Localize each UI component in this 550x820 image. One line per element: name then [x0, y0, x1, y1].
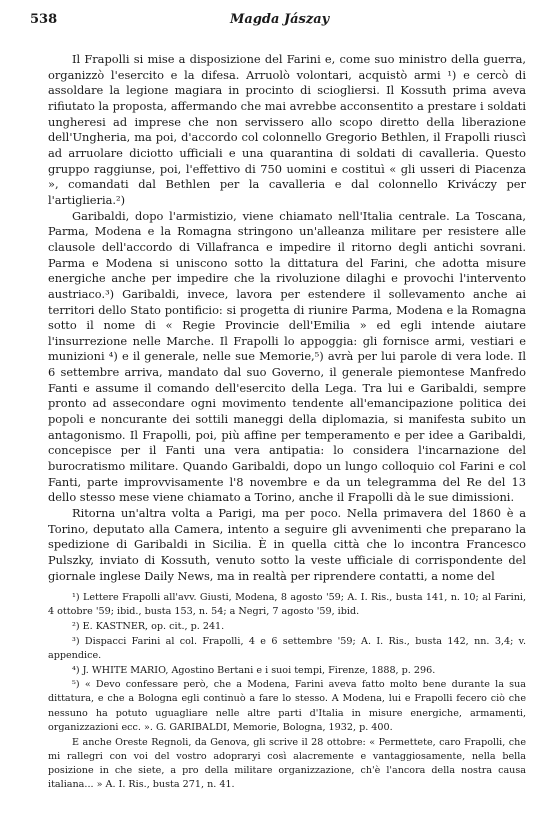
page-header — [30, 12, 530, 32]
paragraph: Ritorna un'altra volta a Parigi, ma per poco. Nella primavera del 1860 è a Torino, deputato alla Camera, intento a seguire gli avvenimenti che preparano la spedizione di Garibaldi in Sicilia. È in quella città che lo incontra Francesco Pulszky, inviato di Kossuth, venuto sotto la veste ufficiale di corrispondente del giornale inglese Daily News, ma in realtà per riprendere contatti, a nome del — [48, 506, 526, 583]
paragraph: Garibaldi, dopo l'armistizio, viene chiamato nell'Italia centrale. La Toscana, Parma, Modena e la Romagna stringono un'alleanza militare per resistere alle clausole dell'accordo di Villafranca e impedire il ritorno degli antichi sovrani. Parma e Modena si uniscono sotto la dittatura del Farini, che adotta misure energiche anche per impedire che la rivoluzione dilaghi e provochi l'intervento austriaco.³) Garibaldi, invece, lavora per estendere il sollevamento anche ai territori dello Stato pontificio: si progetta di riunire Parma, Modena e la Romagna sotto il nome di « Regie Provincie dell'Emilia » ed egli intende aiutare l'insurrezione nelle Marche. Il Frapolli lo appoggia: gli fornisce armi, vestiari e munizioni ⁴) e il generale, nelle sue Memorie,⁵) avrà per lui parole di vera lode. Il 6 settembre arriva, mandato dal suo Governo, il generale piemontese Manfredo Fanti e assume il comando dell'esercito della Lega. Tra lui e Garibaldi, sempre pronto ad assecondare ogni movimento tendente all'emancipazione politica dei popoli e noncurante dei sottili maneggi della diplomazia, si manifesta subito un antagonismo. Il Frapolli, poi, più affine per temperamento e per idee a Garibaldi, concepisce per il Fanti una vera antipatia: lo considera l'incarnazione del burocratismo militare. Quando Garibaldi, dopo un lungo colloquio col Farini e col Fanti, parte improvvisamente l'8 novembre e da un telegramma del Re del 13 dello stesso mese viene chiamato a Torino, anche il Frapolli dà le sue dimissioni. — [48, 208, 526, 505]
footnote: ³) Dispacci Farini al col. Frapolli, 4 e 6 settembre '59; A. I. Ris., busta 142, nn. 3,4; v. appendice. — [48, 635, 526, 661]
running-head: Magda Jászay — [230, 12, 330, 27]
footnote: ¹) Lettere Frapolli all'avv. Giusti, Modena, 8 agosto '59; A. I. Ris., busta 141, n. 10; al Farini, 4 ottobre '59; ibid., busta 153, n. 54; a Negri, 7 agosto '59, ibid. — [48, 592, 526, 618]
body-text — [48, 52, 526, 584]
footnotes — [48, 591, 526, 792]
page-number: 538 — [30, 12, 58, 27]
footnote: ⁵) « Devo confessare però, che a Modena, Farini aveva fatto molto bene durante la sua dittatura, e che a Bologna egli continuò a fare lo stesso. A Modena, lui e Frapolli fecero ciò che nessuno ha potuto uguagliare nelle altre parti d'Italia in misure energiche, armamenti, organizzazioni ecc. ». G. GARIBALDI, Memorie, Bologna, 1932, p. 400. — [48, 679, 526, 733]
footnote: ²) E. KASTNER, op. cit., p. 241. — [72, 620, 225, 632]
paragraph: Il Frapolli si mise a disposizione del Farini e, come suo ministro della guerra, organizzò l'esercito e la difesa. Arruolò volontari, acquistò armi ¹) e cercò di assoldare la legione magiara in procinto di sciogliersi. Il Kossuth prima aveva rifiutato la proposta, affermando che mai avrebbe acconsentito a prestare i soldati ungheresi ad imprese che non servissero allo scopo diretto della liberazione dell'Ungheria, ma poi, d'accordo col colonnello Gregorio Bethlen, il Frapolli riuscì ad arruolare diciotto ufficiali e una quarantina di soldati di cavalleria. Questo gruppo raggiunse, poi, l'effettivo di 750 uomini e costituì « gli usseri di Piacenza », comandati dal Bethlen per la cavalleria e dal colonnello Kriváczy per l'artiglieria.²) — [48, 52, 526, 207]
footnote: E anche Oreste Regnoli, da Genova, gli scrive il 28 ottobre: « Permettete, caro Frapolli, che mi rallegri con voi del vostro adopraryi così alacremente e vantaggiosamente, nella bella posizione in che siete, a pro della militare organizzazione, ch'è l'ancora della nostra causa italiana... » A. I. Ris., busta 271, n. 41. — [48, 736, 526, 791]
footnote: ⁴) J. WHITE MARIO, Agostino Bertani e i suoi tempi, Firenze, 1888, p. 296. — [72, 664, 436, 676]
